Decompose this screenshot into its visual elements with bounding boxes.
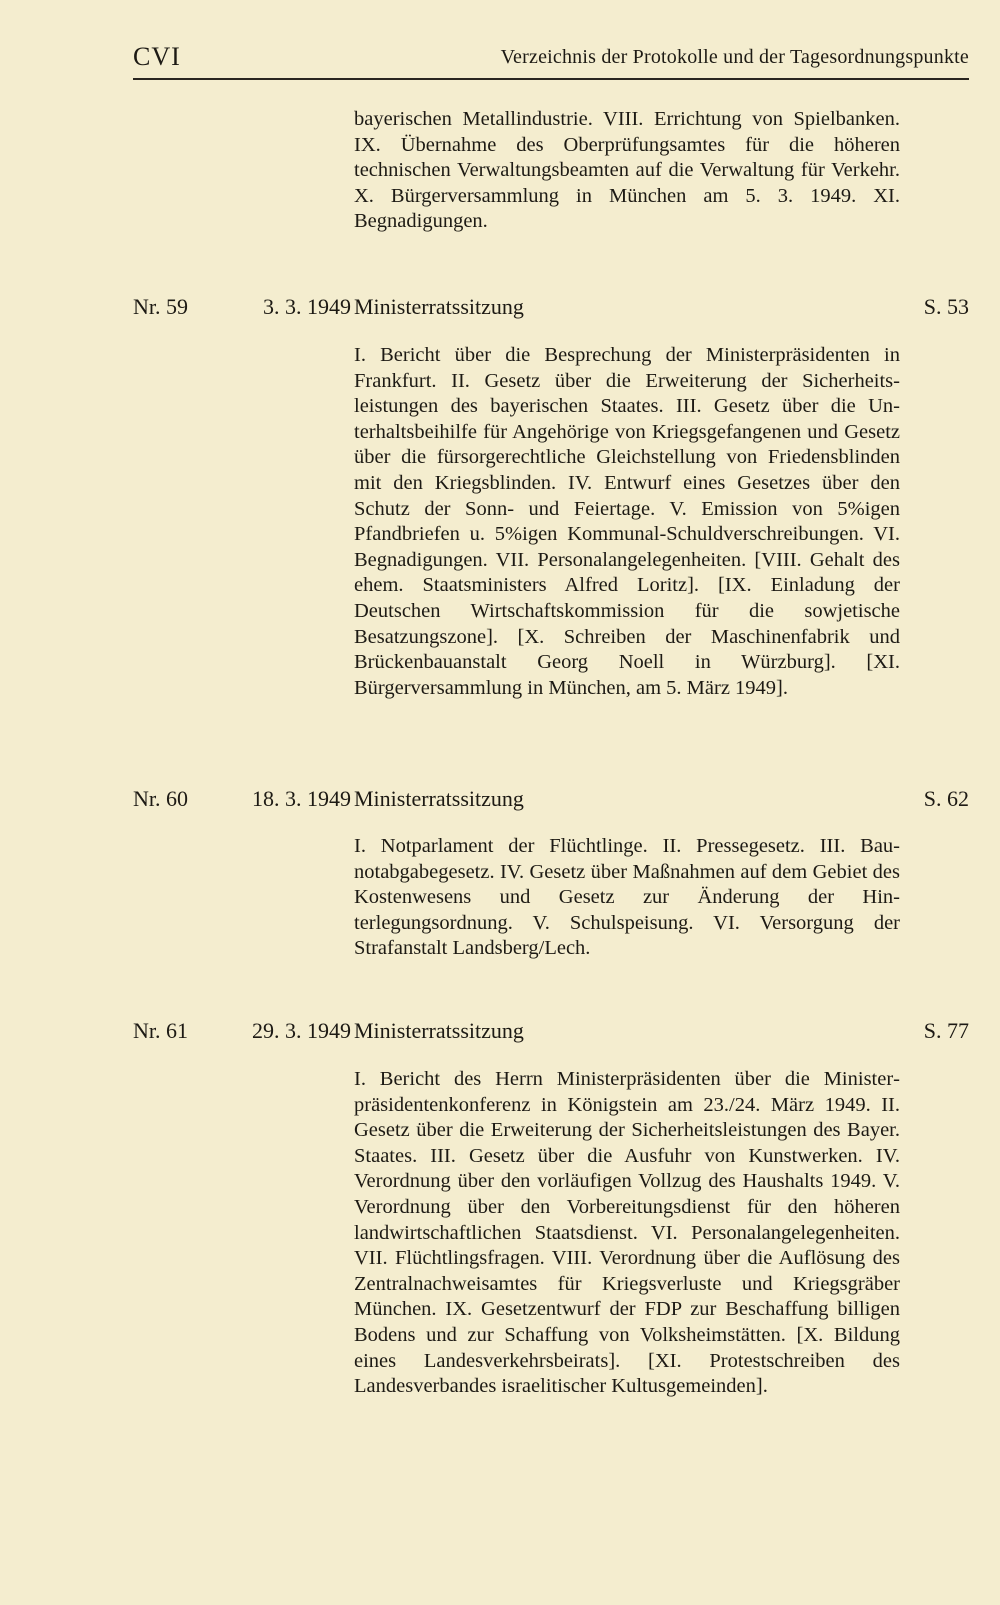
entry-page-ref: S. 53	[923, 294, 969, 319]
entry-number: Nr. 59	[133, 294, 188, 319]
protocol-entry-heading	[133, 1018, 969, 1048]
entry-page-ref: S. 77	[923, 1018, 969, 1043]
entry-date: 18. 3. 1949	[252, 786, 351, 811]
entry-agenda-items: I. Bericht über die Besprechung der Ministerpräsidenten in Frankfurt. II. Gesetz über die Erweiterung der Sicherheitsleistungen des bayerischen Staates. III. Gesetz über die Unterhaltsbeihilfe für Angehörige von Kriegsgefangenen und Gesetz über die fürsorgerechtliche Gleichstellung von Friedensblinden mit den Kriegsblinden. IV. Entwurf eines Gesetzes über den Schutz der Sonn- und Feiertage. V. Emission von 5%igen Pfandbriefen u. 5%igen Kommunal-Schuldverschreibungen. VI. Begnadigungen. VII. Personalangelegenheiten. [VIII. Gehalt des ehem. Staatsministers Alfred Loritz]. [IX. Einladung der Deutschen Wirtschaftskommission für die sowjetische Besatzungszone]. [X. Schreiben der Maschinenfabrik und Brückenbauanstalt Georg Noell in Würzburg]. [XI. Bürgerversammlung in München, am 5. März 1949].	[354, 344, 900, 699]
running-header	[133, 42, 969, 80]
continuation-paragraph: bayerischen Metallindustrie. VIII. Errichtung von Spielbanken. IX. Übernahme des Oberprüfungsamtes für die höheren technischen Verwaltungsbeamten auf die Verwaltung für Verkehr. X. Bürgerversammlung in München am 5. 3. 1949. XI. Begnadigungen.	[354, 108, 900, 233]
page-number: CVI	[133, 42, 181, 71]
entry-title: Ministerratssitzung	[354, 786, 524, 811]
entry-page-ref: S. 62	[923, 786, 969, 811]
protocol-entry-heading	[133, 786, 969, 816]
protocol-entry-heading	[133, 294, 969, 324]
running-title: Verzeichnis der Protokolle und der Tagesordnungspunkte	[500, 46, 969, 68]
entry-date: 3. 3. 1949	[263, 294, 351, 319]
entry-date: 29. 3. 1949	[252, 1018, 351, 1043]
entry-title: Ministerratssitzung	[354, 294, 524, 319]
entry-title: Ministerratssitzung	[354, 1018, 524, 1043]
entry-number: Nr. 60	[133, 786, 188, 811]
entry-number: Nr. 61	[133, 1018, 188, 1043]
entry-agenda-items: I. Notparlament der Flüchtlinge. II. Pressegesetz. III. Baunotabgabegesetz. IV. Gesetz über Maßnahmen auf dem Gebiet des Kostenwesens und Gesetz zur Änderung der Hinterlegungsordnung. V. Schulspeisung. VI. Versorgung der Strafanstalt Landsberg/Lech.	[354, 835, 900, 960]
entry-agenda-items: I. Bericht des Herrn Ministerpräsidenten über die Ministerpräsidentenkonferenz in Königstein am 23./24. März 1949. II. Gesetz über die Erweiterung der Sicherheitsleistungen des Bayer. Staates. III. Gesetz über die Ausfuhr von Kunstwerken. IV. Verordnung über den vorläufigen Vollzug des Haushalts 1949. V. Verordnung über den Vorbereitungsdienst für den höheren landwirtschaftlichen Staatsdienst. VI. Personalangelegenheiten. VII. Flüchtlingsfragen. VIII. Verordnung über die Auflösung des Zentralnachweisamtes für Kriegsverluste und Kriegsgräber München. IX. Gesetzentwurf der FDP zur Beschaffung billigen Bodens und zur Schaffung von Volksheimstätten. [X. Bildung eines Landesverkehrsbeirats]. [XI. Protestschreiben des Landesverbandes israelitischer Kultusgemeinden].	[354, 1068, 900, 1398]
